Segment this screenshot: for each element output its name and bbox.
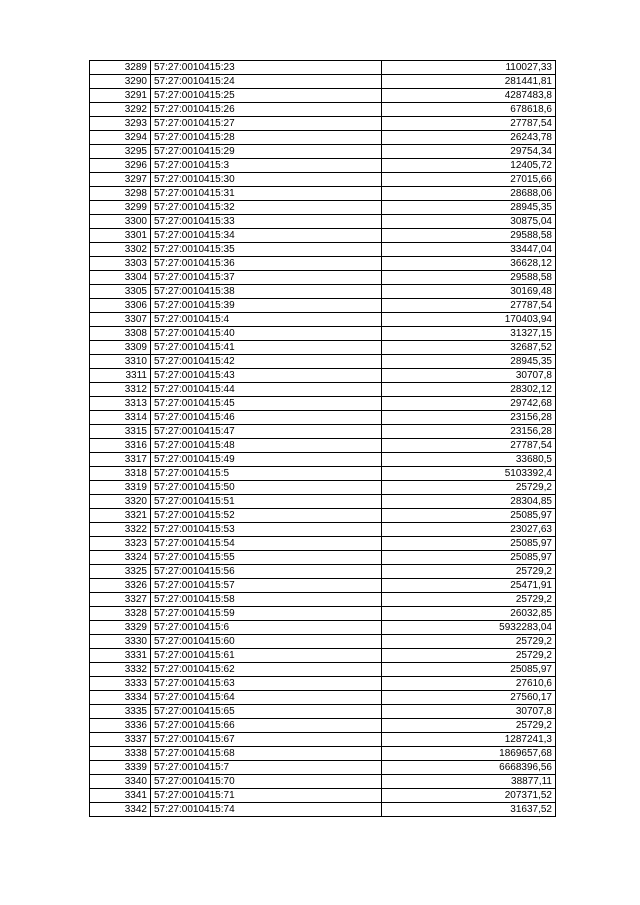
value-cell: 23156,28 [382, 411, 556, 425]
table-row [90, 719, 556, 733]
value-cell: 27560,17 [382, 691, 556, 705]
table-row [90, 789, 556, 803]
row-number-cell: 3311 [90, 369, 151, 383]
value-cell: 30707,8 [382, 705, 556, 719]
cadastral-number-cell: 57:27:0010415:62 [151, 663, 382, 677]
table-row [90, 761, 556, 775]
row-number-cell: 3325 [90, 565, 151, 579]
row-number-cell: 3318 [90, 467, 151, 481]
value-cell: 25729,2 [382, 565, 556, 579]
row-number-cell: 3323 [90, 537, 151, 551]
value-cell: 25729,2 [382, 649, 556, 663]
value-cell: 25471,91 [382, 579, 556, 593]
value-cell: 29588,58 [382, 229, 556, 243]
value-cell: 5932283,04 [382, 621, 556, 635]
value-cell: 30707,8 [382, 369, 556, 383]
value-cell: 28302,12 [382, 383, 556, 397]
cadastral-number-cell: 57:27:0010415:25 [151, 89, 382, 103]
row-number-cell: 3334 [90, 691, 151, 705]
value-cell: 28688,06 [382, 187, 556, 201]
row-number-cell: 3290 [90, 75, 151, 89]
row-number-cell: 3336 [90, 719, 151, 733]
row-number-cell: 3327 [90, 593, 151, 607]
cadastral-number-cell: 57:27:0010415:24 [151, 75, 382, 89]
table-row [90, 117, 556, 131]
row-number-cell: 3341 [90, 789, 151, 803]
table-row [90, 201, 556, 215]
value-cell: 6668396,56 [382, 761, 556, 775]
table-row [90, 775, 556, 789]
table-row [90, 397, 556, 411]
cadastral-number-cell: 57:27:0010415:6 [151, 621, 382, 635]
row-number-cell: 3321 [90, 509, 151, 523]
row-number-cell: 3330 [90, 635, 151, 649]
value-cell: 25085,97 [382, 509, 556, 523]
value-cell: 27787,54 [382, 117, 556, 131]
table-row [90, 425, 556, 439]
row-number-cell: 3342 [90, 803, 151, 817]
value-cell: 25729,2 [382, 593, 556, 607]
value-cell: 30169,48 [382, 285, 556, 299]
cadastral-number-cell: 57:27:0010415:61 [151, 649, 382, 663]
table-row [90, 495, 556, 509]
table-row [90, 691, 556, 705]
row-number-cell: 3332 [90, 663, 151, 677]
value-cell: 29742,68 [382, 397, 556, 411]
table-row [90, 733, 556, 747]
row-number-cell: 3301 [90, 229, 151, 243]
cadastral-number-cell: 57:27:0010415:34 [151, 229, 382, 243]
value-cell: 31327,15 [382, 327, 556, 341]
table-row [90, 355, 556, 369]
table-row [90, 663, 556, 677]
row-number-cell: 3322 [90, 523, 151, 537]
value-cell: 5103392,4 [382, 467, 556, 481]
row-number-cell: 3329 [90, 621, 151, 635]
cadastral-number-cell: 57:27:0010415:70 [151, 775, 382, 789]
value-cell: 1869657,68 [382, 747, 556, 761]
value-cell: 25729,2 [382, 635, 556, 649]
cadastral-number-cell: 57:27:0010415:29 [151, 145, 382, 159]
value-cell: 12405,72 [382, 159, 556, 173]
table-row [90, 145, 556, 159]
value-cell: 110027,33 [382, 61, 556, 75]
value-cell: 30875,04 [382, 215, 556, 229]
table-row [90, 313, 556, 327]
row-number-cell: 3339 [90, 761, 151, 775]
row-number-cell: 3319 [90, 481, 151, 495]
table-row [90, 215, 556, 229]
table-row [90, 89, 556, 103]
table-row [90, 327, 556, 341]
row-number-cell: 3297 [90, 173, 151, 187]
row-number-cell: 3340 [90, 775, 151, 789]
row-number-cell: 3324 [90, 551, 151, 565]
cadastral-number-cell: 57:27:0010415:40 [151, 327, 382, 341]
table-row [90, 439, 556, 453]
table-row [90, 75, 556, 89]
table-row [90, 565, 556, 579]
value-cell: 207371,52 [382, 789, 556, 803]
cadastral-number-cell: 57:27:0010415:49 [151, 453, 382, 467]
value-cell: 38877,11 [382, 775, 556, 789]
cadastral-number-cell: 57:27:0010415:57 [151, 579, 382, 593]
row-number-cell: 3302 [90, 243, 151, 257]
cadastral-number-cell: 57:27:0010415:54 [151, 537, 382, 551]
row-number-cell: 3308 [90, 327, 151, 341]
row-number-cell: 3315 [90, 425, 151, 439]
table-row [90, 607, 556, 621]
cadastral-number-cell: 57:27:0010415:3 [151, 159, 382, 173]
cadastral-number-cell: 57:27:0010415:44 [151, 383, 382, 397]
table-row [90, 271, 556, 285]
value-cell: 33447,04 [382, 243, 556, 257]
cadastral-number-cell: 57:27:0010415:46 [151, 411, 382, 425]
cadastral-number-cell: 57:27:0010415:38 [151, 285, 382, 299]
row-number-cell: 3300 [90, 215, 151, 229]
table-row [90, 159, 556, 173]
value-cell: 25085,97 [382, 551, 556, 565]
table-row [90, 187, 556, 201]
cadastral-number-cell: 57:27:0010415:33 [151, 215, 382, 229]
cadastral-number-cell: 57:27:0010415:32 [151, 201, 382, 215]
cadastral-value-table [89, 60, 556, 817]
cadastral-number-cell: 57:27:0010415:66 [151, 719, 382, 733]
table-row [90, 299, 556, 313]
value-cell: 28304,85 [382, 495, 556, 509]
row-number-cell: 3307 [90, 313, 151, 327]
row-number-cell: 3337 [90, 733, 151, 747]
table-row [90, 173, 556, 187]
cadastral-number-cell: 57:27:0010415:37 [151, 271, 382, 285]
table-row [90, 285, 556, 299]
cadastral-number-cell: 57:27:0010415:41 [151, 341, 382, 355]
table-row [90, 747, 556, 761]
value-cell: 4287483,8 [382, 89, 556, 103]
value-cell: 27787,54 [382, 299, 556, 313]
row-number-cell: 3303 [90, 257, 151, 271]
table-row [90, 467, 556, 481]
cadastral-number-cell: 57:27:0010415:7 [151, 761, 382, 775]
row-number-cell: 3291 [90, 89, 151, 103]
table-row [90, 677, 556, 691]
table-row [90, 509, 556, 523]
cadastral-number-cell: 57:27:0010415:68 [151, 747, 382, 761]
table-row [90, 523, 556, 537]
table-row [90, 243, 556, 257]
cadastral-number-cell: 57:27:0010415:48 [151, 439, 382, 453]
table-row [90, 369, 556, 383]
cadastral-number-cell: 57:27:0010415:26 [151, 103, 382, 117]
cadastral-number-cell: 57:27:0010415:64 [151, 691, 382, 705]
value-cell: 25085,97 [382, 663, 556, 677]
row-number-cell: 3335 [90, 705, 151, 719]
row-number-cell: 3304 [90, 271, 151, 285]
table-row [90, 453, 556, 467]
cadastral-number-cell: 57:27:0010415:47 [151, 425, 382, 439]
value-cell: 32687,52 [382, 341, 556, 355]
value-cell: 28945,35 [382, 201, 556, 215]
value-cell: 31637,52 [382, 803, 556, 817]
table-row [90, 481, 556, 495]
cadastral-number-cell: 57:27:0010415:31 [151, 187, 382, 201]
row-number-cell: 3312 [90, 383, 151, 397]
cadastral-number-cell: 57:27:0010415:45 [151, 397, 382, 411]
value-cell: 25085,97 [382, 537, 556, 551]
table-row [90, 257, 556, 271]
row-number-cell: 3296 [90, 159, 151, 173]
value-cell: 170403,94 [382, 313, 556, 327]
cadastral-number-cell: 57:27:0010415:59 [151, 607, 382, 621]
value-cell: 23027,63 [382, 523, 556, 537]
table-row [90, 341, 556, 355]
cadastral-number-cell: 57:27:0010415:42 [151, 355, 382, 369]
table-row [90, 593, 556, 607]
row-number-cell: 3320 [90, 495, 151, 509]
row-number-cell: 3314 [90, 411, 151, 425]
row-number-cell: 3298 [90, 187, 151, 201]
cadastral-number-cell: 57:27:0010415:52 [151, 509, 382, 523]
cadastral-number-cell: 57:27:0010415:65 [151, 705, 382, 719]
value-cell: 1287241,3 [382, 733, 556, 747]
cadastral-number-cell: 57:27:0010415:56 [151, 565, 382, 579]
table-row [90, 229, 556, 243]
cadastral-number-cell: 57:27:0010415:5 [151, 467, 382, 481]
row-number-cell: 3306 [90, 299, 151, 313]
table-body [90, 61, 556, 817]
table-row [90, 551, 556, 565]
row-number-cell: 3317 [90, 453, 151, 467]
cadastral-number-cell: 57:27:0010415:36 [151, 257, 382, 271]
cadastral-number-cell: 57:27:0010415:67 [151, 733, 382, 747]
row-number-cell: 3310 [90, 355, 151, 369]
row-number-cell: 3331 [90, 649, 151, 663]
cadastral-number-cell: 57:27:0010415:53 [151, 523, 382, 537]
value-cell: 25729,2 [382, 719, 556, 733]
cadastral-number-cell: 57:27:0010415:35 [151, 243, 382, 257]
cadastral-number-cell: 57:27:0010415:4 [151, 313, 382, 327]
value-cell: 27015,66 [382, 173, 556, 187]
cadastral-number-cell: 57:27:0010415:51 [151, 495, 382, 509]
value-cell: 33680,5 [382, 453, 556, 467]
cadastral-number-cell: 57:27:0010415:60 [151, 635, 382, 649]
cadastral-number-cell: 57:27:0010415:58 [151, 593, 382, 607]
value-cell: 27610,6 [382, 677, 556, 691]
cadastral-number-cell: 57:27:0010415:55 [151, 551, 382, 565]
value-cell: 36628,12 [382, 257, 556, 271]
value-cell: 26032,85 [382, 607, 556, 621]
row-number-cell: 3328 [90, 607, 151, 621]
table-row [90, 621, 556, 635]
value-cell: 27787,54 [382, 439, 556, 453]
row-number-cell: 3294 [90, 131, 151, 145]
table-row [90, 803, 556, 817]
value-cell: 29588,58 [382, 271, 556, 285]
table-row [90, 103, 556, 117]
value-cell: 678618,6 [382, 103, 556, 117]
table-row [90, 579, 556, 593]
row-number-cell: 3292 [90, 103, 151, 117]
row-number-cell: 3309 [90, 341, 151, 355]
table-row [90, 705, 556, 719]
row-number-cell: 3289 [90, 61, 151, 75]
cadastral-number-cell: 57:27:0010415:63 [151, 677, 382, 691]
row-number-cell: 3293 [90, 117, 151, 131]
cadastral-number-cell: 57:27:0010415:71 [151, 789, 382, 803]
table-row [90, 61, 556, 75]
row-number-cell: 3299 [90, 201, 151, 215]
row-number-cell: 3326 [90, 579, 151, 593]
value-cell: 281441,81 [382, 75, 556, 89]
value-cell: 23156,28 [382, 425, 556, 439]
cadastral-number-cell: 57:27:0010415:74 [151, 803, 382, 817]
row-number-cell: 3316 [90, 439, 151, 453]
row-number-cell: 3313 [90, 397, 151, 411]
value-cell: 29754,34 [382, 145, 556, 159]
cadastral-number-cell: 57:27:0010415:30 [151, 173, 382, 187]
value-cell: 28945,35 [382, 355, 556, 369]
table-row [90, 635, 556, 649]
value-cell: 25729,2 [382, 481, 556, 495]
row-number-cell: 3305 [90, 285, 151, 299]
cadastral-number-cell: 57:27:0010415:43 [151, 369, 382, 383]
table-row [90, 411, 556, 425]
table-row [90, 649, 556, 663]
cadastral-number-cell: 57:27:0010415:28 [151, 131, 382, 145]
row-number-cell: 3295 [90, 145, 151, 159]
row-number-cell: 3338 [90, 747, 151, 761]
row-number-cell: 3333 [90, 677, 151, 691]
cadastral-number-cell: 57:27:0010415:27 [151, 117, 382, 131]
cadastral-number-cell: 57:27:0010415:39 [151, 299, 382, 313]
value-cell: 26243,78 [382, 131, 556, 145]
cadastral-number-cell: 57:27:0010415:50 [151, 481, 382, 495]
table-row [90, 537, 556, 551]
table-row [90, 383, 556, 397]
table-row [90, 131, 556, 145]
cadastral-number-cell: 57:27:0010415:23 [151, 61, 382, 75]
